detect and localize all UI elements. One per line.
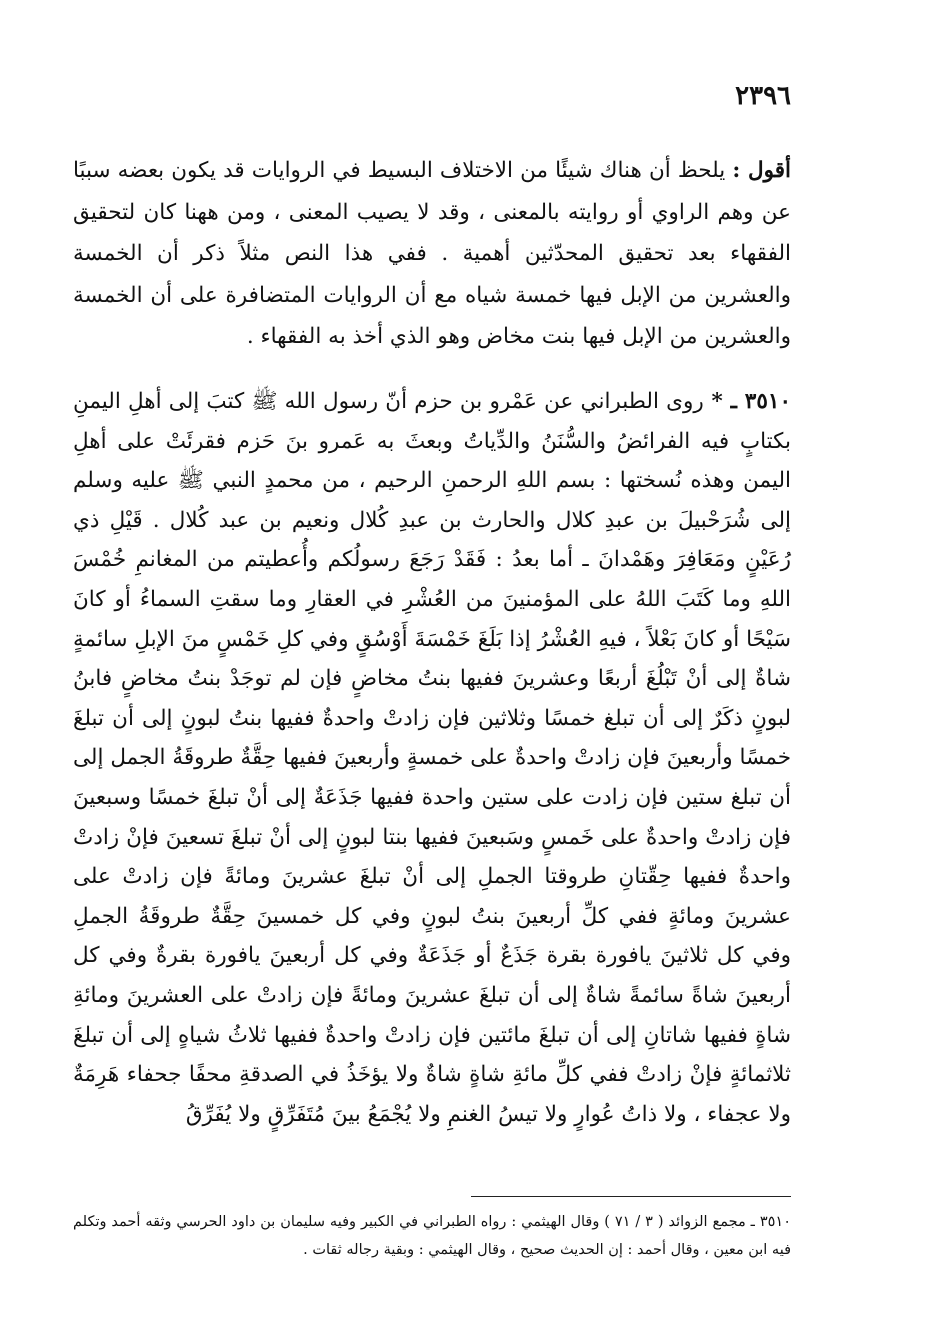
comment-label: أقول : <box>732 158 791 183</box>
comment-text: يلحظ أن هناك شيئًا من الاختلاف البسيط في الروايات قد يكون بعضه سببًا عن وهم الراوي أو روايته بالمعنى ، وقد لا يصيب المعنى ، ومن ههنا كان لتحقيق الفقهاء بعد تحقيق المحدّثين أهمية . ففي هذا النص مثلاً ذكر أن الخمسة والعشرين من الإبل فيها خمسة شياه مع أن الروايات المتضافرة على أن الخمسة والعشرين من الإبل فيها بنت مخاض وهو الذي أخذ به الفقهاء . <box>73 158 791 349</box>
footnote: ٣٥١٠ ـ مجمع الزوائد ( ٣ / ٧١ ) وقال الهيثمي : رواه الطبراني في الكبير وفيه سليمان بن داود الحرسي وثقه أحمد وتكلم فيه ابن معين ، وقال أحمد : إن الحديث صحيح ، وقال الهيثمي : وبقية رجاله ثقات . <box>73 1214 791 1258</box>
footnote-divider <box>471 1196 791 1197</box>
hadith-number: ٣٥١٠ ـ * <box>703 389 791 414</box>
hadith-paragraph <box>73 382 791 1134</box>
author-comment-paragraph <box>73 150 791 358</box>
hadith-text: روى الطبراني عن عَمْرو بن حزم أنّ رسول الله ﷺ كتبَ إلى أهلِ اليمنِ بكتابٍ فيه الفرائضُ والسُّنَنُ والدِّياتُ وبعثَ به عَمرو بنَ حَزم فقرئَتْ على أهلِ اليمن وهذه نُسختها : بسم اللهِ الرحمنِ الرحيم ، من محمدٍ النبي ﷺ عليه وسلم إلى شُرَحْبيلَ بن عبدِ كلال والحارث بن عبدِ كُلال ونعيم بن عبد كُلال . قَيْلِ ذي رُعَيْنٍ ومَعَافِرَ وهَمْدانَ ـ أما بعدُ : فَقَدْ رَجَعَ رسولُكم وأُعطيتم من المغانمِ خُمْسَ اللهِ وما كَتَبَ اللهُ على المؤمنينَ من العُشْرِ في العقارِ وما سقتِ السماءُ أو كانَ سَيْحًا أو كانَ بَعْلاً ، فيهِ العُشْرُ إذا بَلَغَ خَمْسَةَ أَوْسُقٍ وفي كلِ خَمْسٍ منَ الإبلِ سائمةٍ شاةٌ إلى أنْ تَبْلُغَ أربعًا وعشرينَ ففيها بنتُ مخاضٍ فإن لم توجَدْ بنتُ مخاضٍ فابنُ لبونٍ ذكَرٌ إلى أن تبلغ خمسًا وثلاثين فإن زادتْ واحدةٌ ففيها بنتُ لبونٍ إلى أن تبلغَ خمسًا وأربعينَ فإن زادتْ واحدةٌ على خمسةٍ وأربعينَ ففيها حِقَّةٌ طروقَةُ الجمل إلى أن تبلغ ستين فإن زادت على ستين واحدة ففيها جَذَعَةٌ إلى أنْ تبلغَ خمسًا وسبعينَ فإن زادتْ واحدةٌ على خَمسٍ وسَبعينَ ففيها بنتا لبونٍ إلى أنْ تبلغَ تسعينَ فإنْ زادتْ واحدةٌ ففيها حِقّتانِ طروقتا الجملِ إلى أنْ تبلغَ عشرينَ ومائةً فإن زادتْ على عشرينَ ومائةٍ ففي كلِّ أربعينَ بنتُ لبونٍ وفي كل خمسينَ حِقَّةٌ طروقَةُ الجملِ وفي كل ثلاثينَ يافورة بقرة جَذَعٌ أو جَذَعَةٌ وفي كل أربعينَ يافورة بقرةٌ وفي كل أربعينَ شاةً سائمةً شاةٌ إلى أن تبلغَ عشرينَ ومائةً فإن زادتْ على العشرينَ ومائةِ شاةٍ ففيها شاتانِ إلى أن تبلغَ مائتين فإن زادتْ واحدةٌ ففيها ثلاثُ شياهٍ إلى أن تبلغَ ثلاثمائةٍ فإنْ زادتْ ففي كلِّ مائةِ شاةٍ شاةٌ ولا يؤخَذُ في الصدقةِ محفًا جحفاء هَرِمَةٌ ولا عجفاء ، ولا ذاتُ عُوارٍ ولا تيسُ الغنمِ ولا يُجْمَعُ بينَ مُتَفَرِّقٍ ولا يُفَرِّقُ <box>73 389 791 1127</box>
page-number: ٢٣٩٦ <box>735 81 791 111</box>
